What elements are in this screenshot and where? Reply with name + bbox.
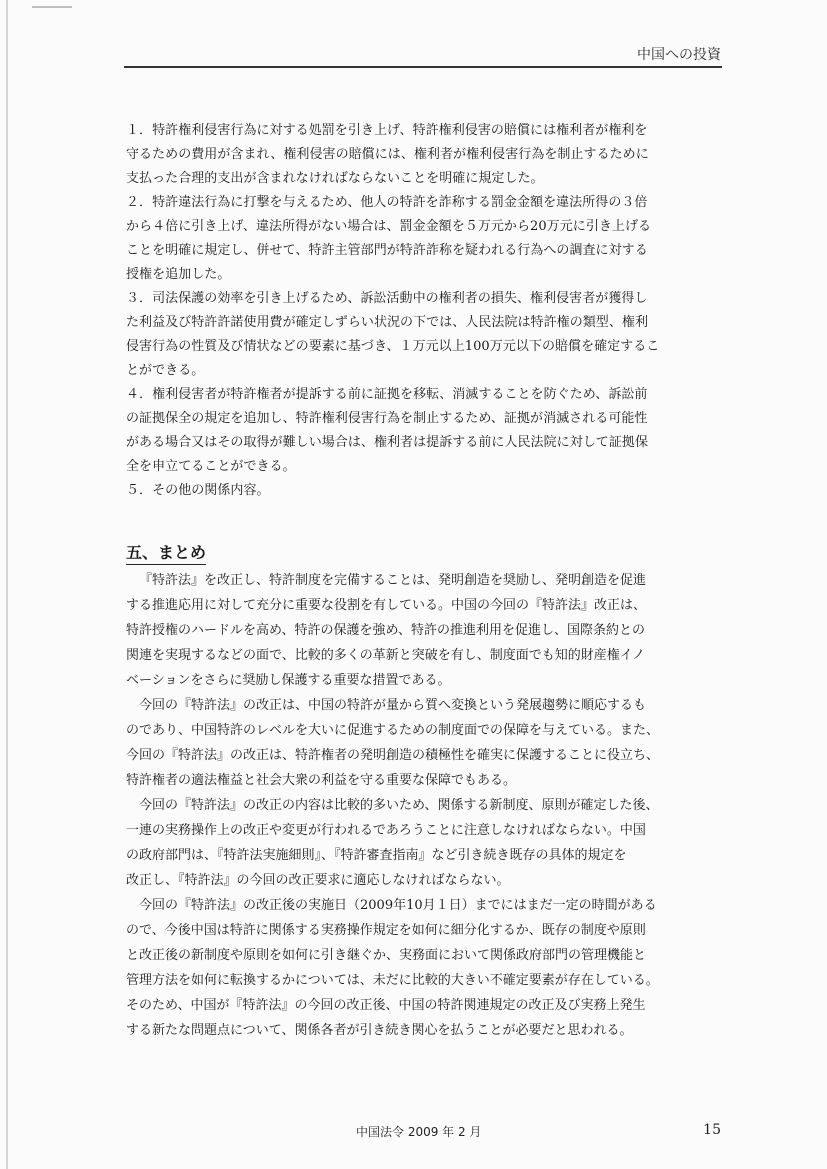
text-line: 守るための費用が含まれ、権利侵害の賠償には、権利者が権利侵害行為を制止するために xyxy=(126,147,649,162)
footer-publication: 中国法令 2009 年 2 月 xyxy=(356,1125,482,1139)
text-line: 今回の『特許法』の改正は、中国の特許が量から質へ変換という発展趨勢に順応するも xyxy=(139,698,647,713)
text-line: から４倍に引き上げ、違法所得がない場合は、罰金金額を５万元から20万元に引き上げる xyxy=(126,219,652,234)
list-item xyxy=(126,119,722,191)
text-line: 『特許法』を改正し、特許制度を完備することは、発明創造を奨励し、発明創造を促進 xyxy=(139,573,647,588)
list-item xyxy=(126,383,722,479)
text-line: 侵害行為の性質及び情状などの要素に基づき、１万元以上100万元以下の賠償を確定するこ xyxy=(126,339,660,354)
running-header: 中国への投資 xyxy=(637,47,721,63)
text-line: ３．司法保護の効率を引き上げるため、訴訟活動中の権利者の損失、権利侵害者が獲得し xyxy=(126,291,648,306)
text-line: 改正し、『特許法』の今回の改正要求に適応しなければならない。 xyxy=(126,873,510,888)
paragraph xyxy=(126,794,722,893)
paragraph xyxy=(126,569,722,693)
text-line: の政府部門は、『特許法実施細則』、『特許審査指南』など引き続き既存の具体的規定を xyxy=(126,848,627,863)
scan-corner-mark xyxy=(32,6,72,8)
text-line: する推進応用に対して充分に重要な役割を有している。中国の今回の『特許法』改正は、 xyxy=(126,598,647,613)
text-line: する新たな問題点について、関係各者が引き続き関心を払うことが必要だと思われる。 xyxy=(126,1023,633,1038)
text-line: 全を申立てることができる。 xyxy=(126,459,296,474)
text-line: とができる。 xyxy=(126,363,205,378)
text-line: ２．特許違法行為に打撃を与えるため、他人の特許を詐称する罰金金額を違法所得の３倍 xyxy=(126,195,648,210)
text-line: の証拠保全の規定を追加し、特許権利侵害行為を制止するため、証拠が消滅される可能性 xyxy=(126,411,648,426)
text-line: 授権を追加した。 xyxy=(126,267,231,282)
text-line: ので、今後中国は特許に関係する実務操作規定を如何に細分化するか、既存の制度や原則 xyxy=(126,923,646,938)
text-line: がある場合又はその取得が難しい場合は、権利者は提訴する前に人民法院に対して証拠保 xyxy=(126,435,649,450)
text-line: ことを明確に規定し、併せて、特許主管部門が特許詐称を疑われる行為への調査に対する xyxy=(126,243,648,258)
text-line: ベーションをさらに奨励し保護する重要な措置である。 xyxy=(126,673,451,688)
text-line: 今回の『特許法』の改正の内容は比較的多いため、関係する新制度、原則が確定した後、 xyxy=(139,798,659,813)
section-heading: 五、まとめ xyxy=(126,540,206,565)
text-line: と改正後の新制度や原則を如何に引き継ぐか、実務面において関係政府部門の管理機能と xyxy=(126,948,647,963)
list-item xyxy=(126,287,722,383)
text-line: ５．その他の関係内容。 xyxy=(126,483,270,498)
page-number: 15 xyxy=(703,1122,721,1138)
list-item xyxy=(126,479,722,503)
scan-edge xyxy=(6,0,8,1169)
text-line: 今回の『特許法』の改正は、特許権者の発明創造の積極性を確実に保護することに役立ち、 xyxy=(126,748,660,763)
text-line: 特許授権のハードルを高め、特許の保護を強め、特許の推進利用を促進し、国際条約との xyxy=(126,623,645,638)
text-line: た利益及び特許許諾使用費が確定しずらい状況の下では、人民法院は特許権の類型、権利 xyxy=(126,315,649,330)
paragraph xyxy=(126,694,722,793)
text-line: 今回の『特許法』の改正後の実施日（2009年10月１日）までにはまだ一定の時間がある xyxy=(139,898,657,913)
text-line: 支払った合理的支出が含まれなければならないことを明確に規定した。 xyxy=(126,171,544,186)
header-rule xyxy=(124,66,722,68)
text-line: 一連の実務操作上の改正や変更が行われるであろうことに注意しなければならない。中国 xyxy=(126,823,646,838)
list-item xyxy=(126,191,722,287)
numbered-list xyxy=(126,119,722,503)
text-line: 特許権者の適法権益と社会大衆の利益を守る重要な保障でもある。 xyxy=(126,773,517,788)
summary-section xyxy=(126,569,722,1044)
text-line: そのため、中国が『特許法』の今回の改正後、中国の特許関連規定の改正及び実務上発生 xyxy=(126,998,646,1013)
paragraph xyxy=(126,894,722,1043)
text-line: のであり、中国特許のレベルを大いに促進するための制度面での保障を与えている。また、 xyxy=(126,723,660,738)
text-line: 関連を実現するなどの面で、比較的多くの革新と突破を有し、制度面でも知的財産権イノ xyxy=(126,648,645,663)
text-line: ４．権利侵害者が特許権者が提訴する前に証拠を移転、消滅することを防ぐため、訴訟前 xyxy=(126,387,648,402)
text-line: 管理方法を如何に転換するかについては、未だに比較的大きい不確定要素が存在している。 xyxy=(126,973,659,988)
text-line: １．特許権利侵害行為に対する処罰を引き上げ、特許権利侵害の賠償には権利者が権利を xyxy=(126,123,648,138)
